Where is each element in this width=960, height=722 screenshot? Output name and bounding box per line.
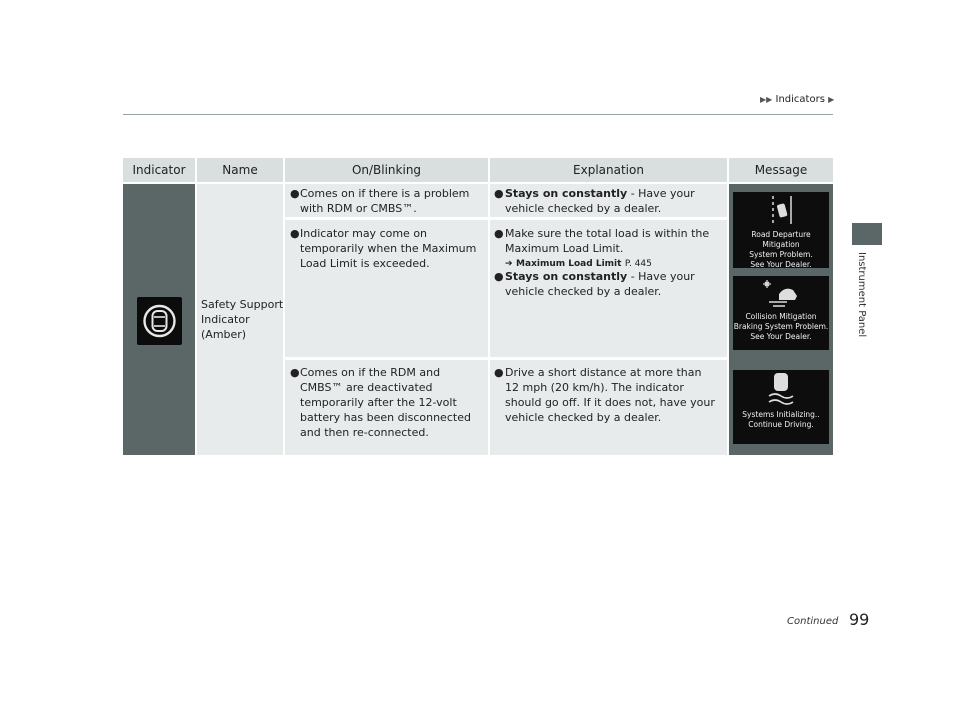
header-indicator: Indicator [123,158,195,182]
breadcrumb-label: Indicators [775,94,825,105]
row3-on-text: Comes on if the RDM and CMBS™ are deactivated temporarily after the 12-volt battery has been disconnected and then re-connected. [300,366,471,439]
row1-explanation-rest: - Have your vehicle checked by a dealer. [505,187,695,215]
row2-explanation-rest: - Have your vehicle checked by a dealer. [505,270,695,298]
breadcrumb [760,94,834,105]
row1-on-text: Comes on if there is a problem with RDM or CMBS™. [300,187,470,215]
bullet-icon: ● [290,187,300,200]
reference-link[interactable]: Maximum Load Limit [516,259,622,269]
row3-explanation: Drive a short distance at more than 12 mph (20 km/h). The indicator should go off. If it does not, have your vehicle checked by a dealer. [505,366,715,424]
bullet-icon: ● [290,366,300,379]
message1-line3: See Your Dealer. [750,260,812,269]
bullet-icon: ● [290,227,300,240]
row2-explanation-2 [505,269,723,299]
breadcrumb-arrow-icon: ▶▶ [760,95,773,104]
road-departure-icon [761,192,801,228]
row2-explanation-1: Make sure the total load is within the Maximum Load Limit. [505,227,710,255]
safety-support-indicator-icon [137,297,182,345]
section-tab-marker [852,223,882,245]
header-on-blinking: On/Blinking [285,158,488,182]
row1-explanation [505,186,723,216]
message-systems-initializing [733,370,829,444]
page-number: 99 [849,610,870,629]
bullet-icon: ● [494,227,504,240]
breadcrumb-arrow-icon: ▶ [828,95,835,104]
indicator-name: Safety Support Indicator (Amber) [201,298,284,341]
header-message: Message [729,158,833,182]
message-road-departure [733,192,829,268]
row1-explanation-bold: Stays on constantly [505,187,628,200]
continued-label: Continued [787,616,839,627]
bullet-icon: ● [494,270,504,283]
cross-reference-icon: ➔ [505,259,513,269]
header-explanation: Explanation [490,158,727,182]
header-name: Name [197,158,283,182]
vehicle-stability-icon [761,370,801,408]
message-collision-mitigation [733,276,829,350]
bullet-icon: ● [494,366,504,379]
message2-line2: Braking System Problem. [733,322,829,331]
section-tab-label: Instrument Panel [856,252,867,338]
message2-line1: Collision Mitigation [745,312,817,321]
message2-line3: See Your Dealer. [750,332,812,341]
bullet-icon: ● [494,187,504,200]
message1-line2: System Problem. [749,250,813,259]
message1-line1: Road Departure Mitigation [751,230,811,249]
reference-page: P. 445 [624,259,652,269]
row2-explanation-bold: Stays on constantly [505,270,628,283]
message3-line2: Continue Driving. [748,420,814,429]
message3-line1: Systems Initializing.. [742,410,820,419]
row2-on-text: Indicator may come on temporarily when the Maximum Load Limit is exceeded. [300,227,477,270]
collision-mitigation-icon [759,276,803,310]
header-divider [123,114,833,115]
